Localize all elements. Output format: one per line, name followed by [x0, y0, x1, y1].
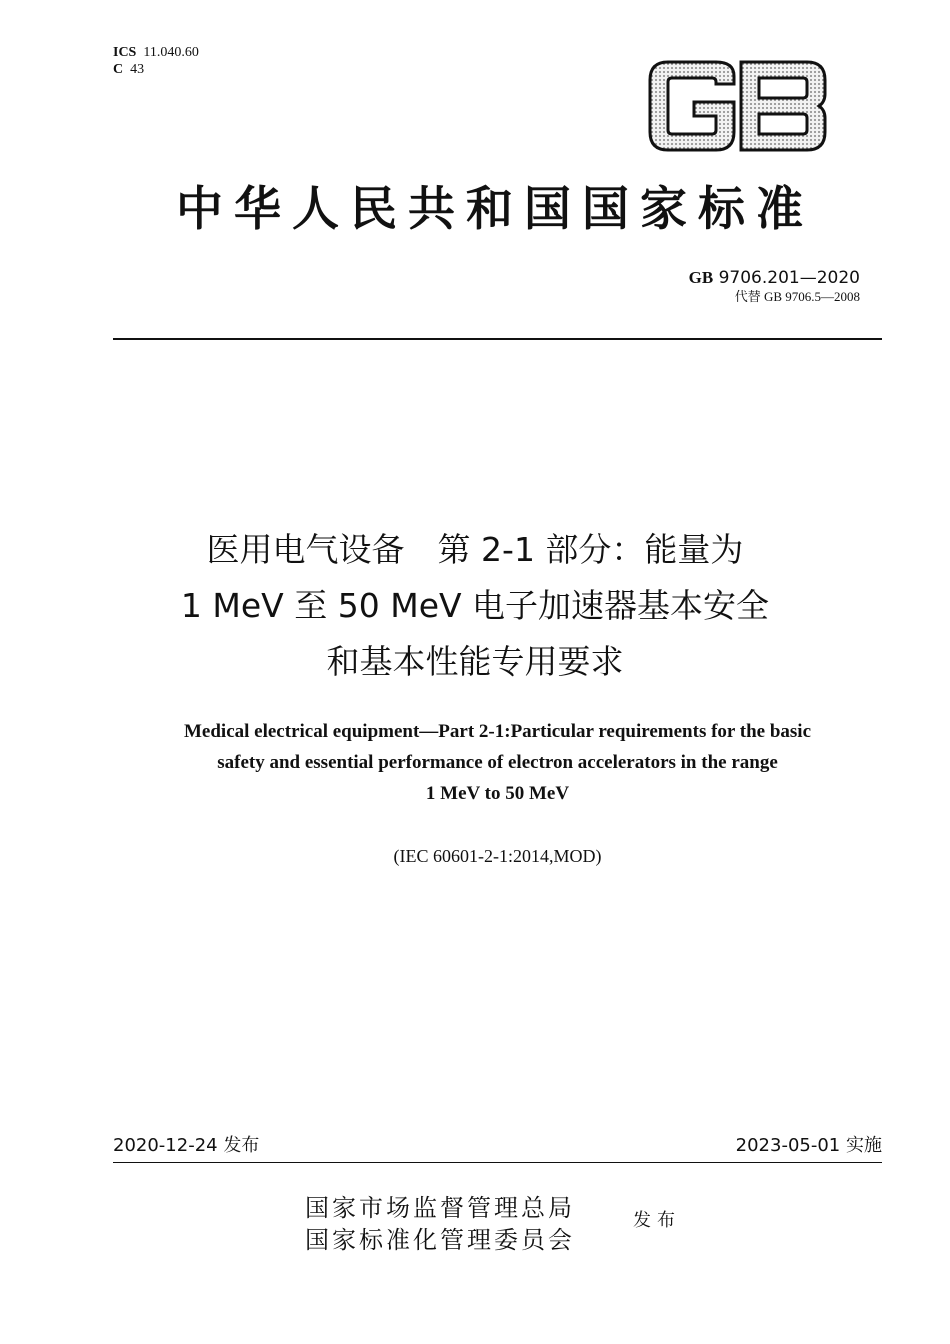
issue-label: 发布: [633, 1210, 681, 1231]
replaces-standard: 代替 GB 9706.5—2008: [734, 289, 860, 304]
standard-number: [689, 268, 860, 288]
ics-code: 11.040.60: [143, 45, 199, 60]
standard-prefix: GB: [688, 268, 714, 287]
bottom-divider: [113, 1162, 882, 1163]
english-title-line: Medical electrical equipment—Part 2-1:Particular requirements for the basic: [183, 721, 812, 742]
english-title: [115, 716, 880, 809]
iec-reference: (IEC 60601-2-1:2014,MOD): [393, 846, 602, 866]
chinese-title-line: 1 MeV 至 50 MeV 电子加速器基本安全: [180, 586, 770, 625]
issuer-name: 国家标准化管理委员会: [305, 1226, 575, 1254]
implementation-date: 2023-05-01 实施: [735, 1135, 882, 1156]
classification-codes: [113, 44, 199, 78]
ics-line: [113, 44, 199, 61]
publication-date: 2020-12-24 发布: [113, 1135, 260, 1156]
ccs-label: C: [113, 62, 124, 77]
standard-code: 9706.201—2020: [718, 268, 860, 288]
ccs-line: [113, 61, 199, 78]
gb-logo: [645, 58, 832, 154]
issuing-authorities: [305, 1192, 575, 1256]
chinese-title-line: 医用电气设备 第 2-1 部分：能量为: [206, 530, 744, 569]
chinese-title: [90, 522, 860, 690]
ccs-code: 43: [130, 62, 145, 77]
national-standard-title: 中华人民共和国国家标准: [176, 182, 814, 237]
top-divider: [113, 338, 882, 340]
issuer-name: 国家市场监督管理总局: [305, 1194, 575, 1222]
chinese-title-line: 和基本性能专用要求: [326, 642, 624, 681]
english-title-line: 1 MeV to 50 MeV: [425, 783, 570, 804]
english-title-line: safety and essential performance of electron accelerators in the range: [217, 752, 778, 773]
ics-label: ICS: [113, 45, 137, 60]
